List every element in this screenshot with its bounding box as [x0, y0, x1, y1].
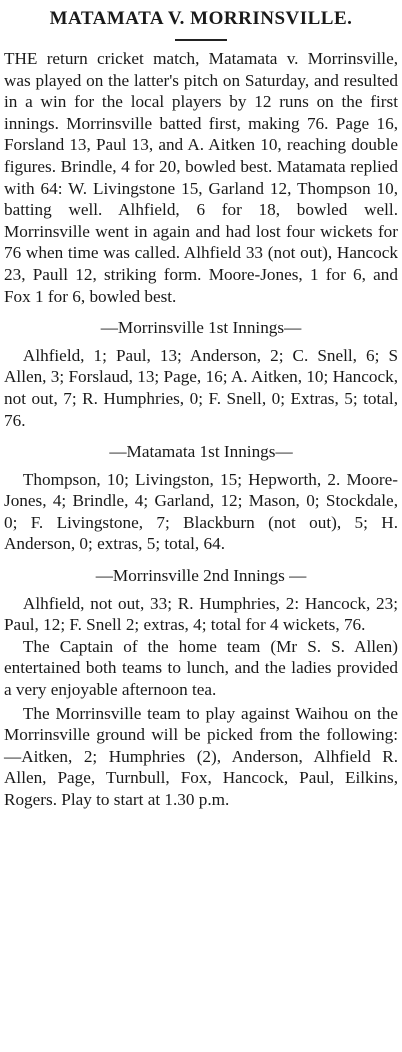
headline: MATAMATA V. MORRINSVILLE. [49, 8, 353, 29]
innings-heading-morrinsville-2nd: —Morrinsville 2nd Innings — [95, 566, 307, 586]
innings-score-morrinsville-1st: Alhfield, 1; Paul, 13; Anderson, 2; C. Snell, 6; S Allen, 3; Forslaud, 13; Page, 16; A. Aitken, 10; Hancock, not out, 7; R. Humphries, 0; F. Snell, 0; Extras, 5; total, 76. [4, 345, 398, 430]
innings-heading-matamata-1st: —Matamata 1st Innings— [109, 442, 293, 462]
innings-heading-morrinsville-1st: —Morrinsville 1st Innings— [100, 318, 302, 338]
team-selection-paragraph: The Morrinsville team to play against Waihou on the Morrinsville ground will be picked from the following:—Aitken, 2; Humphries (2), Anderson, Alhfield R. Allen, Page, Turnbull, Fox, Hancock, Paul, Eilkins, Rogers. Play to start at 1.30 p.m. [4, 703, 398, 809]
innings-score-morrinsville-2nd: Alhfield, not out, 33; R. Humphries, 2: Hancock, 23; Paul, 12; F. Snell 2; extras, 4; total for 4 wickets, 76. [4, 593, 398, 635]
innings-score-matamata-1st: Thompson, 10; Livingston, 15; Hepworth, 2. Moore-Jones, 4; Brindle, 4; Garland, 12; Mason, 0; Stockdale, 0; F. Livingstone, 7; Blackburn (not out), 5; H. Anderson, 0; extras, 5; total, 64. [4, 469, 398, 554]
lunch-paragraph: The Captain of the home team (Mr S. S. Allen) entertained both teams to lunch, and the ladies provided a very enjoyable afternoon tea. [4, 636, 398, 700]
headline-rule [175, 39, 227, 41]
match-report: THE return cricket match, Matamata v. Morrinsville, was played on the latter's pitch on Saturday, and resulted in a win for the local players by 12 runs on the first innings. Morrinsville batted first, making 76. Page 16, Forsland 13, Paul 13, and A. Aitken 10, reaching double figures. Brindle, 4 for 20, bowled best. Matamata replied with 64: W. Livingstone 15, Garland 12, Thompson 10, batting well. Alhfield, 6 for 18, bowled well. Morrinsville went in again and had lost four wickets for 76 when time was called. Alhfield 33 (not out), Hancock 23, Paull 12, striking form. Moore-Jones, 1 for 6, and Fox 1 for 6, bowled best. [4, 49, 398, 306]
